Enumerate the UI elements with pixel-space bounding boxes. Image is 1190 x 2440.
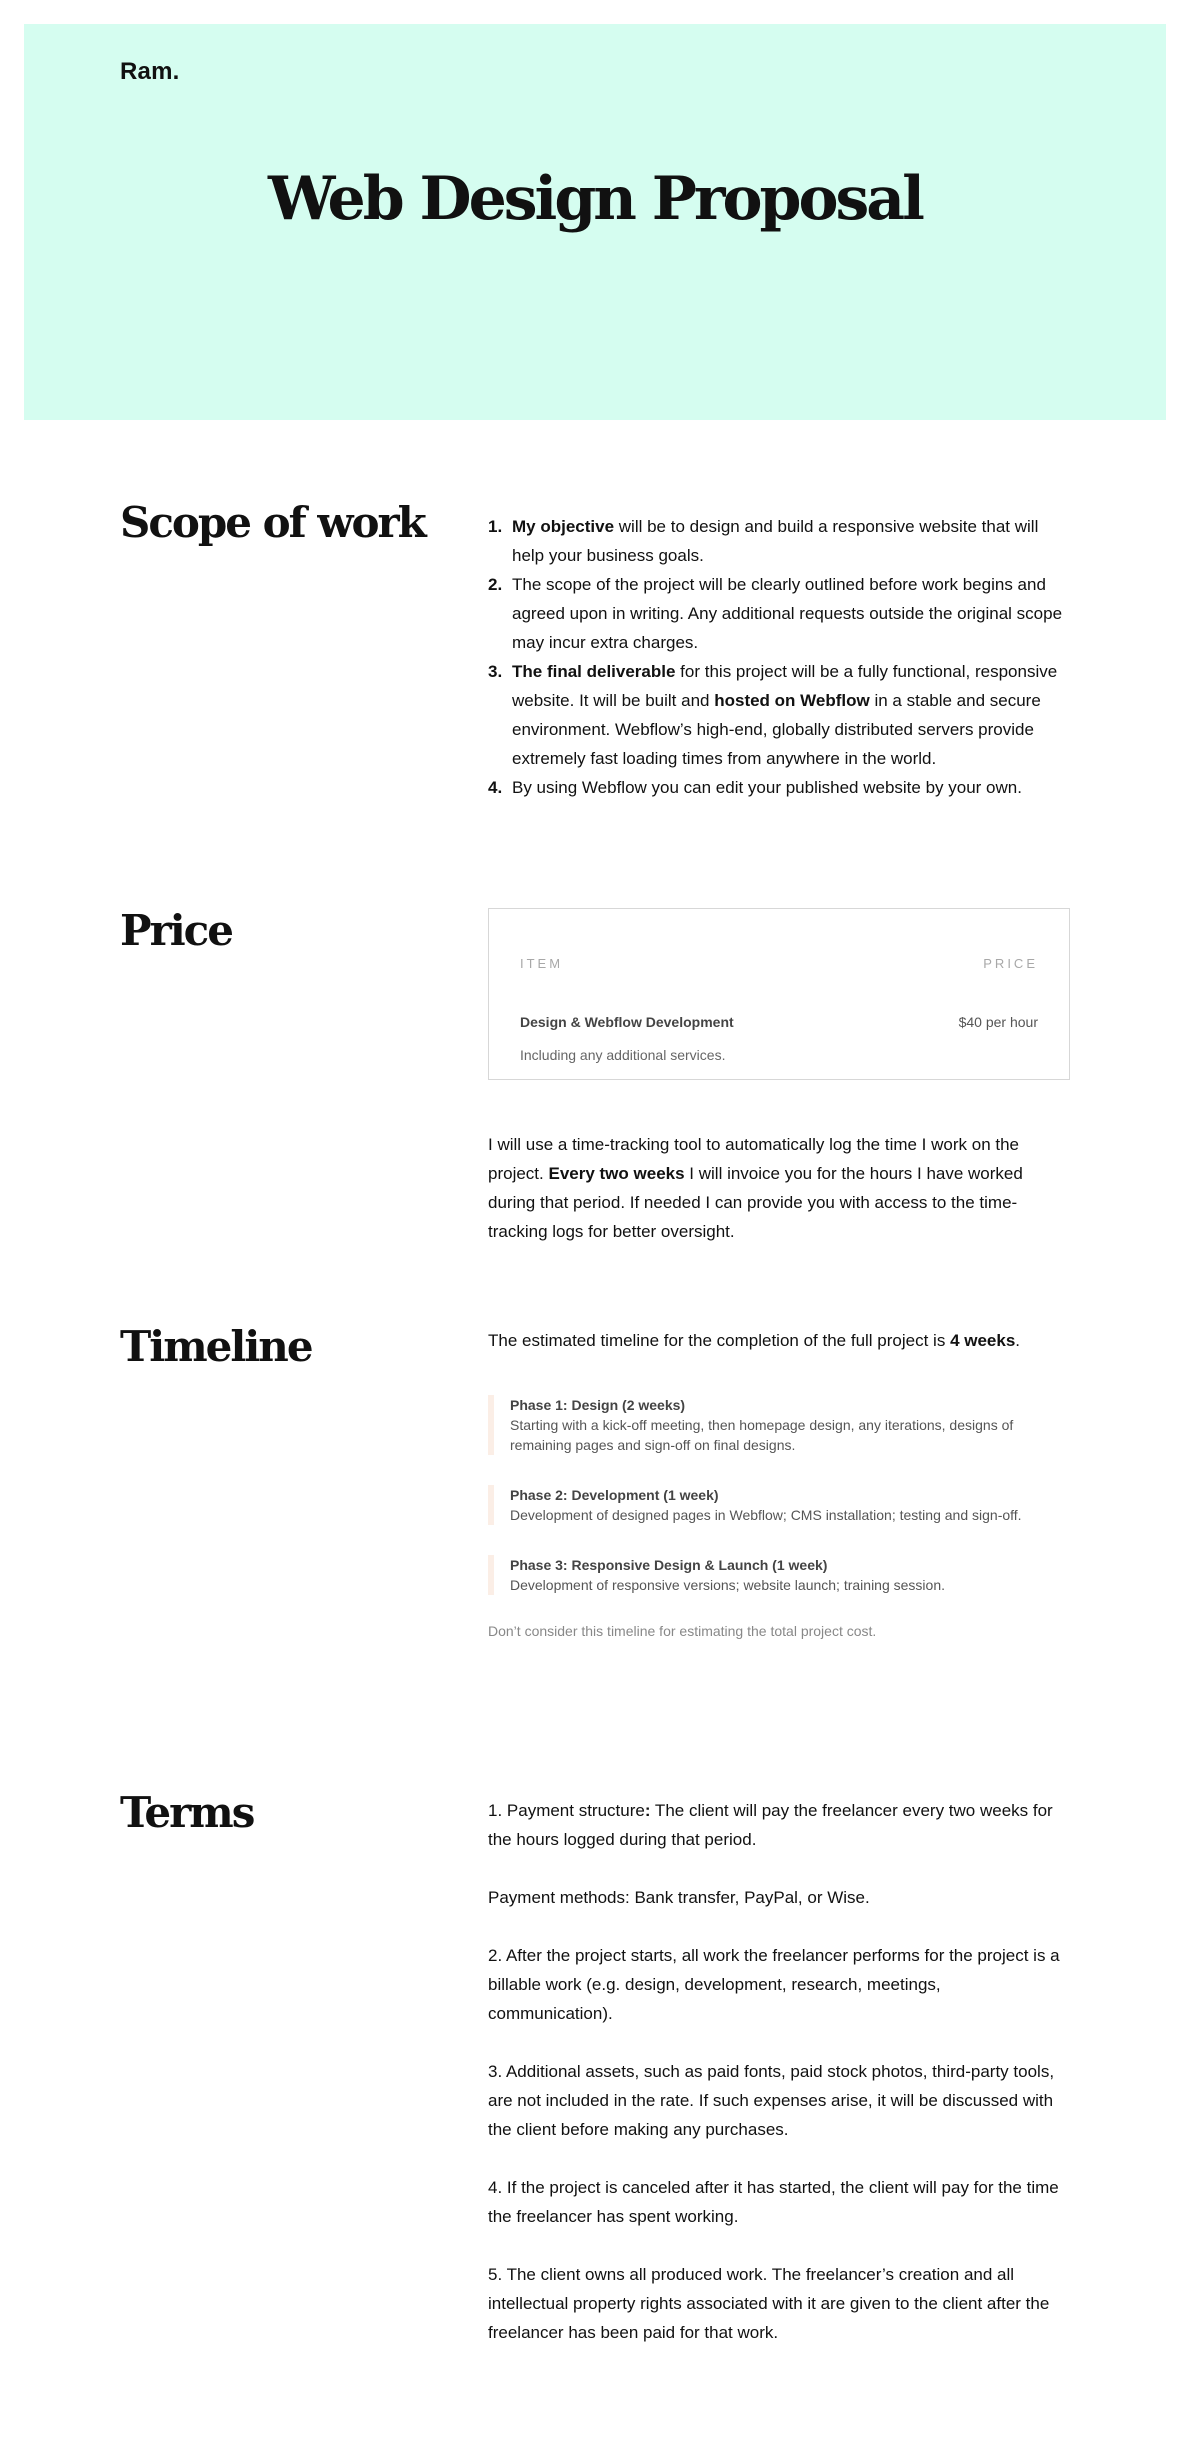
col-price-header: PRICE (983, 956, 1038, 971)
page-title: Web Design Proposal (268, 164, 922, 234)
timeline-phase (488, 1485, 1070, 1525)
phase-title: Phase 3: Responsive Design & Launch (1 week) (510, 1557, 828, 1573)
price-description: I will use a time-tracking tool to automatically log the time I work on the project. Every two weeks I will invoice you for the hours I have worked during that period. If needed I can provide you with access to the time-tracking logs for better oversight. (488, 1135, 1023, 1241)
phase-title: Phase 2: Development (1 week) (510, 1487, 719, 1503)
item-name: Design & Webflow Development (520, 1014, 734, 1030)
phase-description: Development of responsive versions; website launch; training session. (510, 1577, 946, 1593)
scope-body (488, 512, 1070, 802)
list-item: 3. The final deliverable for this project will be a fully functional, responsive website. It will be built and hosted on Webflow in a stable and secure environment. Webflow’s high-end, globally distributed servers provide extremely fast loading times from anywhere in the world. (488, 662, 1058, 768)
list-item: 2. The scope of the project will be clearly outlined before work begins and agreed upon in writing. Any additional requests outside the original scope may incur extra charges. (488, 575, 1063, 652)
term-5: 5. The client owns all produced work. The freelancer’s creation and all intellectual property rights associated with it are given to the client after the freelancer has been paid for that work. (488, 2265, 1050, 2342)
logo[interactable]: Ram. (120, 58, 180, 85)
price-heading: Price (120, 906, 232, 955)
timeline-phase (488, 1395, 1070, 1455)
terms-body (488, 1796, 1070, 2376)
table-row (520, 1008, 1038, 1037)
scope-list (488, 512, 1070, 802)
timeline-heading: Timeline (120, 1322, 312, 1371)
phase-description: Starting with a kick-off meeting, then homepage design, any iterations, designs of remaining pages and sign-off on final designs. (510, 1417, 1014, 1453)
col-item-header: ITEM (520, 956, 564, 971)
timeline-body (488, 1326, 1070, 1646)
price-table-header (520, 949, 1038, 978)
hero-banner (24, 24, 1166, 420)
timeline-note: Don’t consider this timeline for estimating the total project cost. (488, 1623, 877, 1639)
phase-title: Phase 1: Design (2 weeks) (510, 1397, 686, 1413)
list-item: 1. My objective will be to design and build a responsive website that will help your business goals. (488, 517, 1039, 565)
term-1: 1. Payment structure: The client will pay the freelancer every two weeks for the hours logged during that period. (488, 1801, 1053, 1849)
phase-description: Development of designed pages in Webflow; CMS installation; testing and sign-off. (510, 1507, 1022, 1523)
timeline-phase (488, 1555, 1070, 1595)
terms-heading: Terms (120, 1788, 254, 1837)
term-2: 2. After the project starts, all work the freelancer performs for the project is a billable work (e.g. design, development, research, meetings, communication). (488, 1946, 1060, 2023)
timeline-intro: The estimated timeline for the completion of the full project is 4 weeks. (488, 1331, 1021, 1350)
term-3: 3. Additional assets, such as paid fonts, paid stock photos, third-party tools, are not included in the rate. If such expenses arise, it will be discussed with the client before making any purchases. (488, 2062, 1055, 2139)
list-item: 4. By using Webflow you can edit your published website by your own. (488, 778, 1022, 797)
scope-heading: Scope of work (120, 498, 425, 547)
payment-methods: Payment methods: Bank transfer, PayPal, or Wise. (488, 1888, 870, 1907)
term-4: 4. If the project is canceled after it has started, the client will pay for the time the freelancer has spent working. (488, 2178, 1059, 2226)
item-price: $40 per hour (958, 1014, 1038, 1030)
item-description: Including any additional services. (520, 1047, 726, 1063)
price-body (488, 908, 1070, 1246)
price-table (488, 908, 1070, 1080)
